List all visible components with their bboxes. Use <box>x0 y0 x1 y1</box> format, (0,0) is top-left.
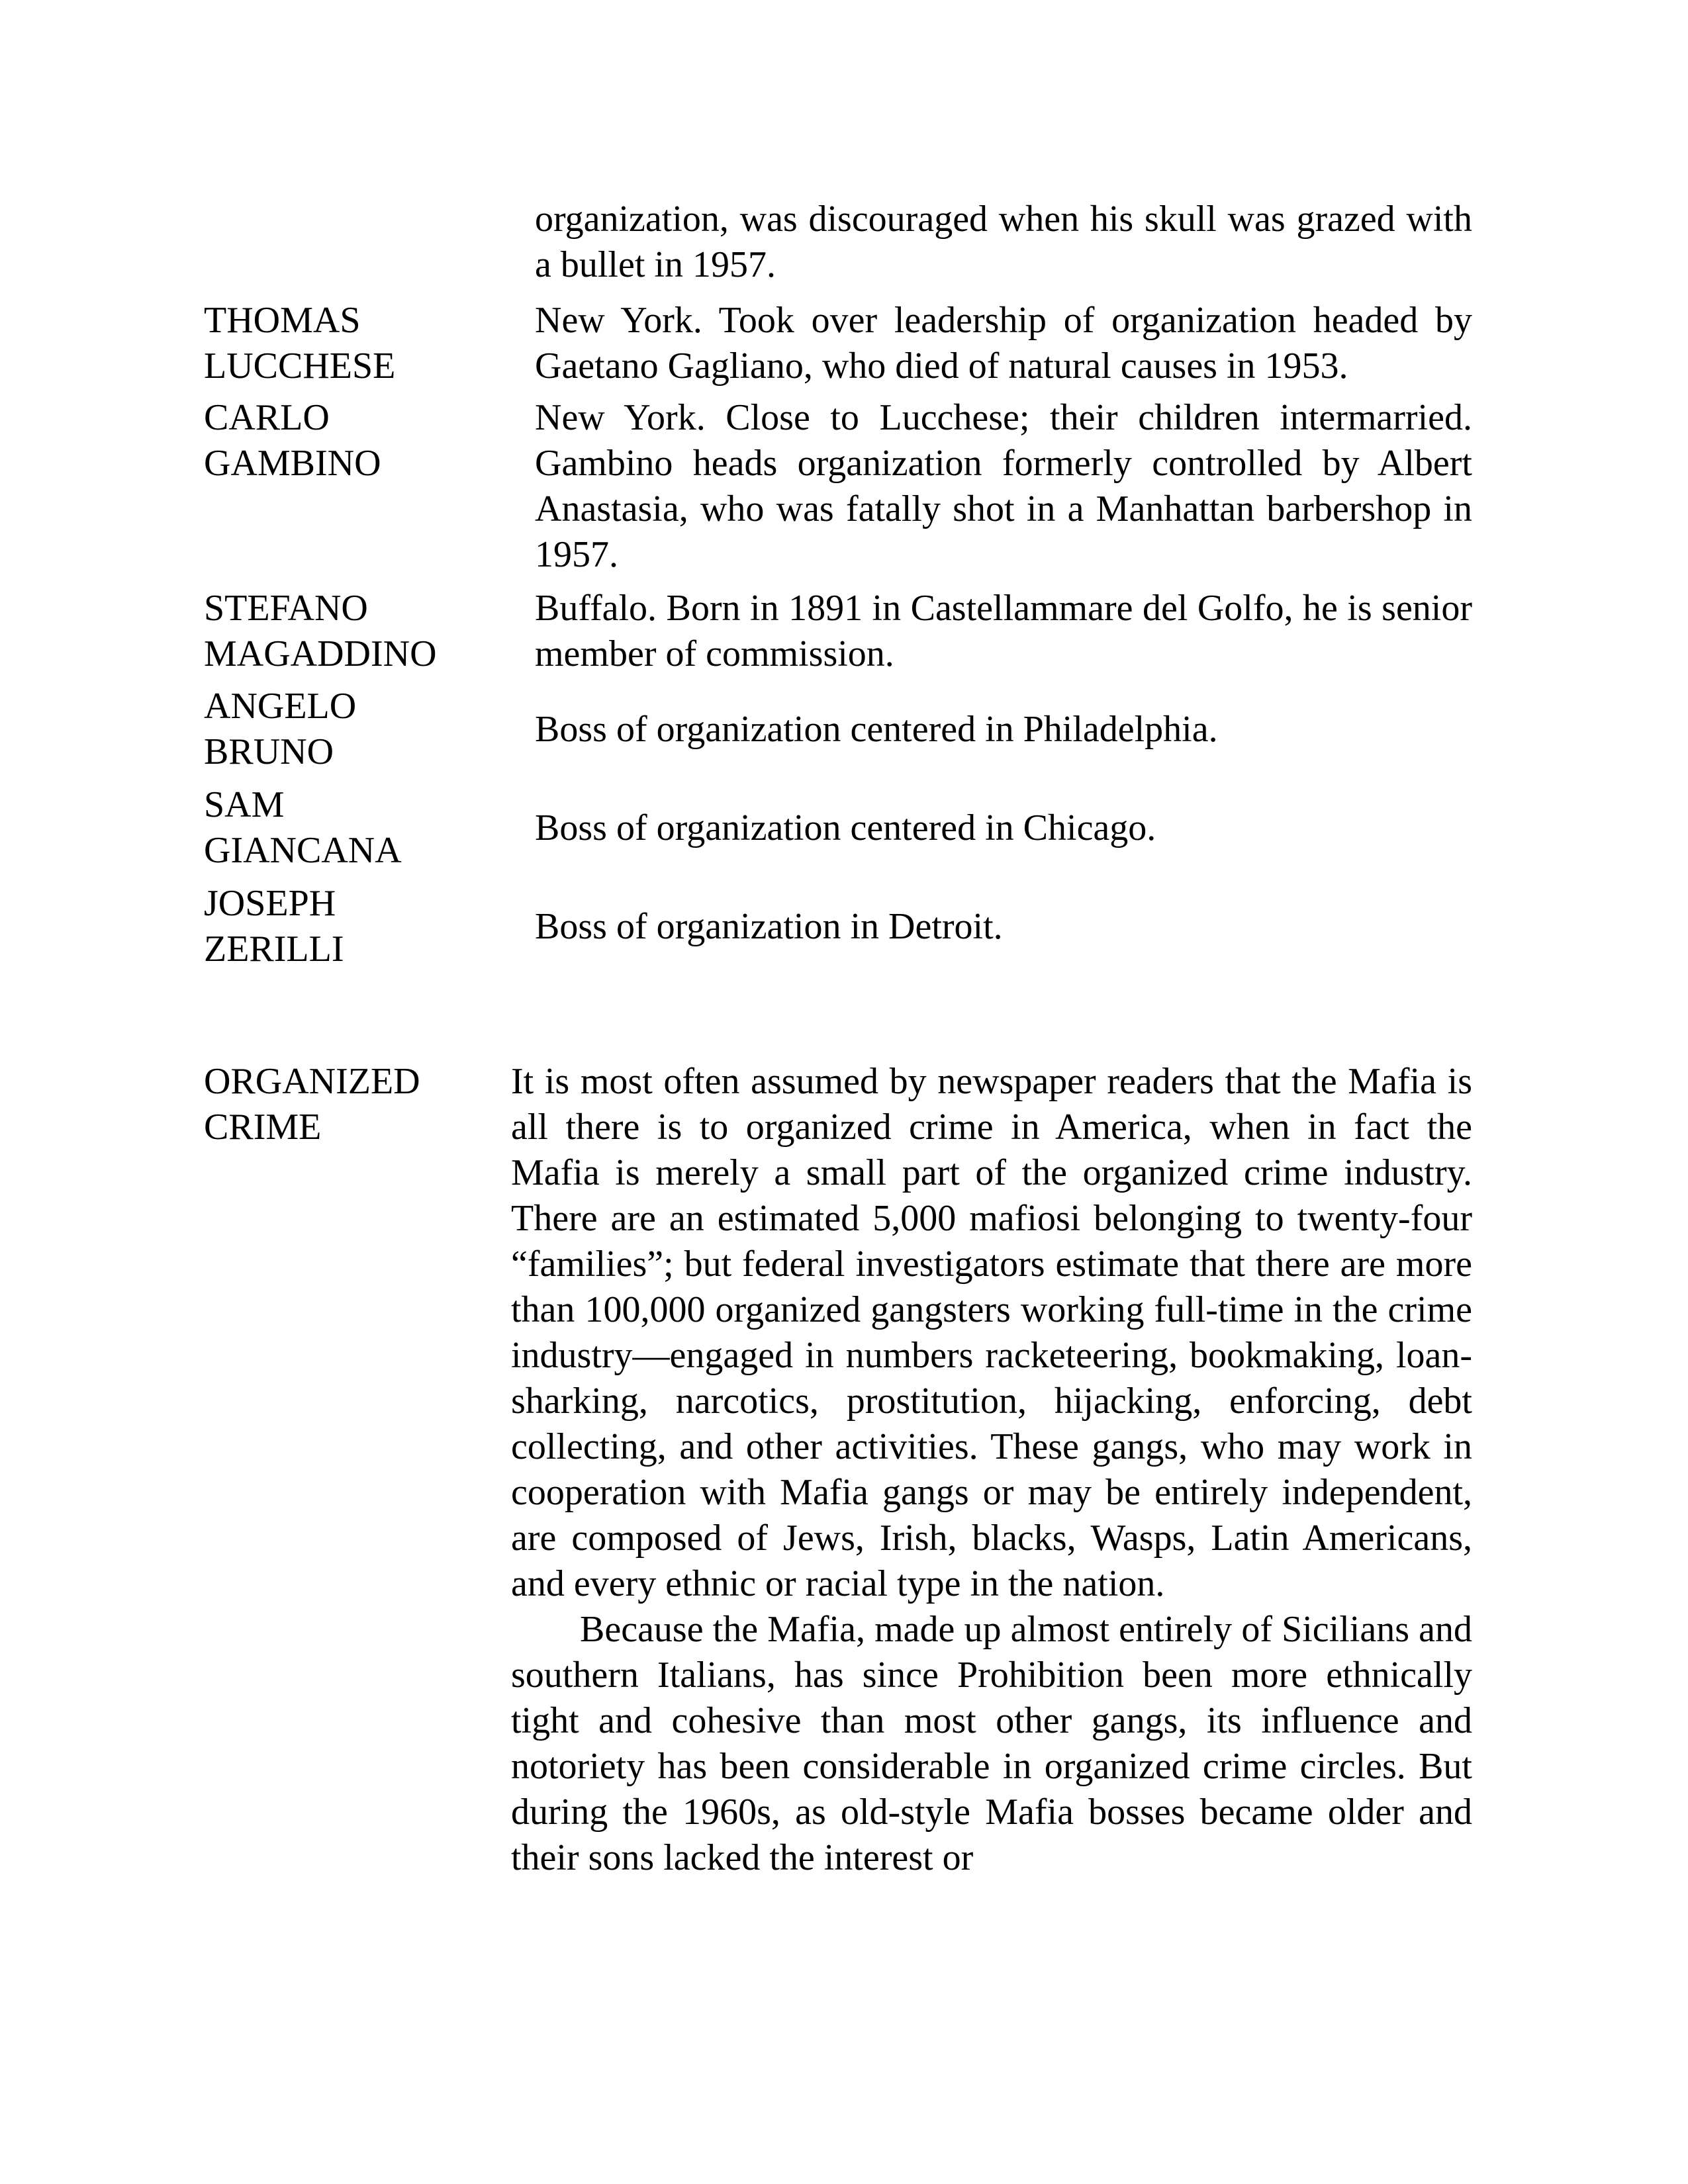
entry-name-line1: SAM <box>204 784 285 825</box>
entry-description: New York. Took over leadership of organization headed by Gaetano Gagliano, who died of natural causes in 1953. <box>535 300 1472 387</box>
entry-description <box>535 881 1472 972</box>
entry-name-line2: GAMBINO <box>204 443 381 484</box>
entry-description: Buffalo. Born in 1891 in Castellammare del Golfo, he is senior member of commission. <box>535 588 1472 674</box>
paragraph: Because the Mafia, made up almost entirely of Sicilians and southern Italians, has since Prohibition been more ethnically tight and cohesive than most other gangs, its influence and notoriety has been considerable in organized crime circles. But during the 1960s, as old-style Mafia bosses became older and their sons lacked the interest or <box>511 1609 1472 1878</box>
entry-description: organization, was discouraged when his skull was grazed with a bullet in 1957. <box>535 199 1472 285</box>
entry-name-line2: GIANCANA <box>204 830 402 871</box>
section-heading-line2: CRIME <box>204 1107 322 1148</box>
entry-description <box>535 684 1472 775</box>
entry-name <box>204 586 535 677</box>
table-row <box>204 586 1472 677</box>
entry-name-line1: THOMAS <box>204 300 361 341</box>
section-heading-line1: ORGANIZED <box>204 1061 420 1102</box>
entry-name-line2: MAGADDINO <box>204 633 437 674</box>
entry-name-line2: ZERILLI <box>204 929 344 970</box>
entry-name <box>204 298 535 389</box>
entry-description: New York. Close to Lucchese; their children intermarried. Gambino heads organization formerly controlled by Albert Anastasia, who was fatally shot in a Manhattan barbershop in 1957. <box>535 397 1472 575</box>
table-row <box>204 782 1472 874</box>
entry-description-text: Boss of organization in Detroit. <box>535 905 1003 947</box>
table-row <box>204 395 1472 575</box>
entry-name-line1: STEFANO <box>204 588 368 629</box>
entry-name-line1: ANGELO <box>204 686 357 727</box>
section-body <box>511 1059 1472 1881</box>
table-row <box>204 684 1472 775</box>
section-heading <box>204 1059 495 1150</box>
entry-name <box>204 881 535 972</box>
entry-name-line1: JOSEPH <box>204 883 336 924</box>
entry-name-line2: BRUNO <box>204 731 334 772</box>
table-row <box>204 881 1472 972</box>
entry-name-line2: LUCCHESE <box>204 345 396 387</box>
entry-description-text: Boss of organization centered in Chicago. <box>535 807 1156 848</box>
paragraph: It is most often assumed by newspaper readers that the Mafia is all there is to organized crime in America, when in fact the Mafia is merely a small part of the organized crime industry. There are an estimated 5,000 mafiosi belonging to twenty-four “families”; but federal investigators estimate that there are more than 100,000 organized gangsters working full-time in the crime industry—engaged in numbers racketeering, bookmaking, loan-sharking, narcotics, prostitution, hijacking, enforcing, debt collecting, and other activities. These gangs, who may work in cooperation with Mafia gangs or may be entirely independent, are composed of Jews, Irish, blacks, Wasps, Latin Americans, and every ethnic or racial type in the nation. <box>511 1061 1472 1604</box>
table-row <box>204 298 1472 389</box>
entry-name <box>204 395 535 486</box>
entry-description-text: Boss of organization centered in Philadelphia. <box>535 708 1218 750</box>
entry-name <box>204 782 535 874</box>
entry-name-line1: CARLO <box>204 397 330 438</box>
entry-description <box>535 782 1472 874</box>
entry-name <box>204 684 535 775</box>
